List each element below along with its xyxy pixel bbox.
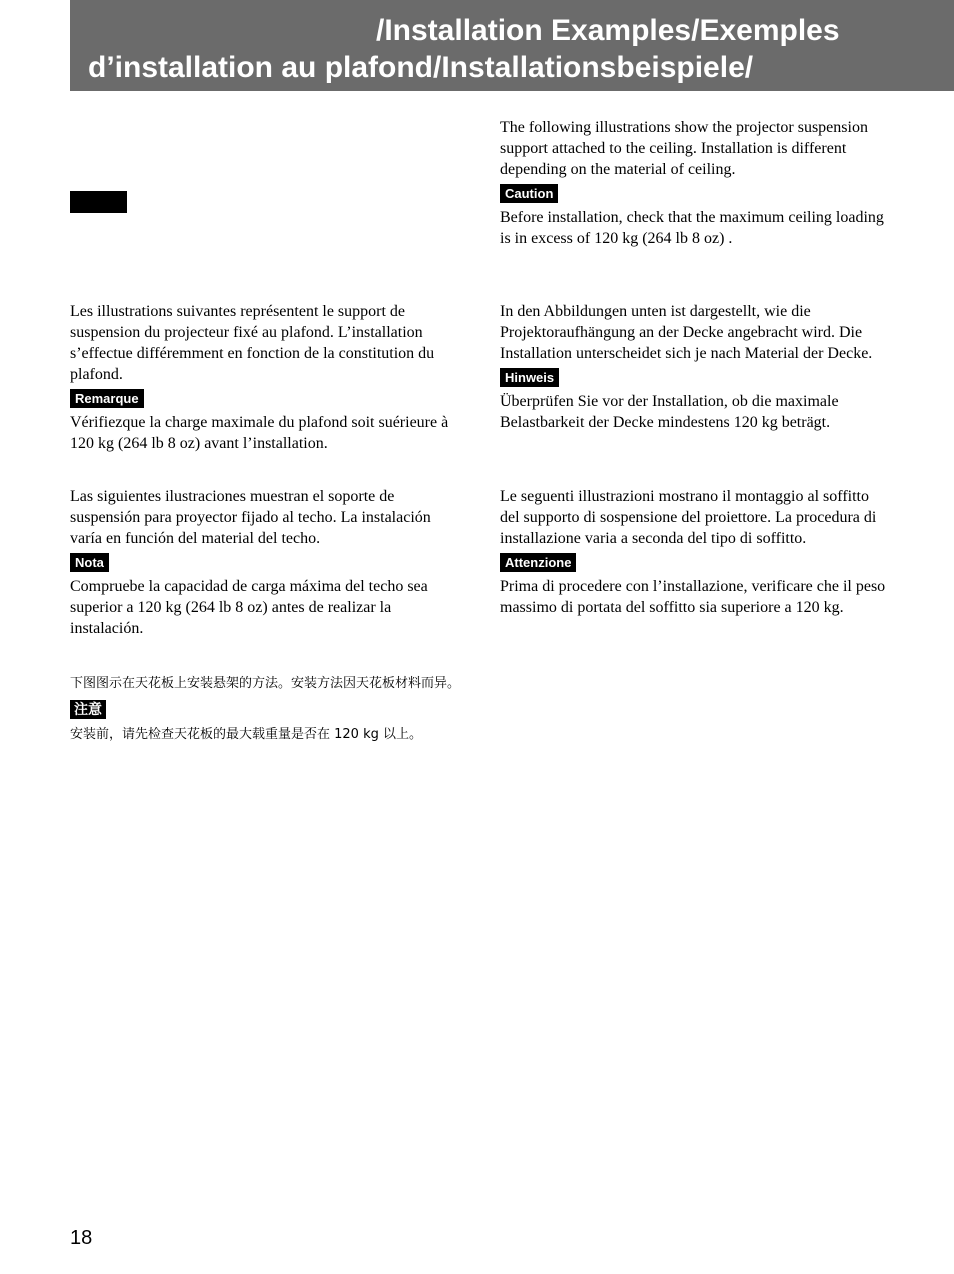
- italian-section: [500, 486, 890, 618]
- chinese-body: 下图图示在天花板上安装悬架的方法。安装方法因天花板材料而异。: [70, 676, 461, 691]
- french-section: [70, 301, 460, 454]
- header-title-line2: d’installation au plafond/Installationsbeispiele/: [88, 51, 754, 84]
- redacted-label-box: [70, 191, 127, 213]
- spanish-section: [70, 486, 460, 639]
- caution-label: Caution: [500, 184, 558, 203]
- spanish-note: Compruebe la capacidad de carga máxima del techo sea superior a 120 kg (264 lb 8 oz) antes de realizar la instalación.: [70, 578, 428, 637]
- german-note: Überprüfen Sie vor der Installation, ob die maximale Belastbarkeit der Decke mindestens 120 kg beträgt.: [500, 393, 839, 431]
- hinweis-label: Hinweis: [500, 368, 559, 387]
- italian-body: Le seguenti illustrazioni mostrano il montaggio al soffitto del supporto di sospensione del proiettore. La procedura di installazione varia a seconda del tipo di soffitto.: [500, 488, 877, 547]
- remarque-label: Remarque: [70, 389, 144, 408]
- header-title-line1: /Installation Examples/Exemples: [376, 14, 840, 47]
- chinese-section: [70, 672, 462, 747]
- zhuyi-label: 注意: [70, 700, 106, 719]
- english-body: The following illustrations show the projector suspension support attached to the ceiling. Installation is different depending on the material of ceiling.: [500, 119, 868, 178]
- english-section: [500, 117, 890, 249]
- nota-label: Nota: [70, 553, 109, 572]
- german-section: [500, 301, 890, 433]
- french-body: Les illustrations suivantes représentent le support de suspension du projecteur fixé au plafond. L’installation s’effectue différemment en fonction de la constitution du plafond.: [70, 303, 435, 383]
- section-header: [70, 0, 954, 91]
- italian-note: Prima di procedere con l’installazione, verificare che il peso massimo di portata del soffitto sia superiore a 120 kg.: [500, 578, 886, 616]
- english-note: Before installation, check that the maximum ceiling loading is in excess of 120 kg (264 lb 8 oz) .: [500, 209, 884, 247]
- german-body: In den Abbildungen unten ist dargestellt, wie die Projektoraufhängung an der Decke angebracht wird. Die Installation unterscheidet sich je nach Material der Decke.: [500, 303, 873, 362]
- chinese-note: 安装前，请先检查天花板的最大载重量是否在 120 kg 以上。: [70, 727, 422, 742]
- french-note: Vérifiezque la charge maximale du plafond soit suérieure à 120 kg (264 lb 8 oz) avant l’installation.: [70, 414, 449, 452]
- spanish-body: Las siguientes ilustraciones muestran el soporte de suspensión para proyector fijado al techo. La instalación varía en función del material del techo.: [70, 488, 431, 547]
- page-number: 18: [70, 1227, 93, 1249]
- attenzione-label: Attenzione: [500, 553, 576, 572]
